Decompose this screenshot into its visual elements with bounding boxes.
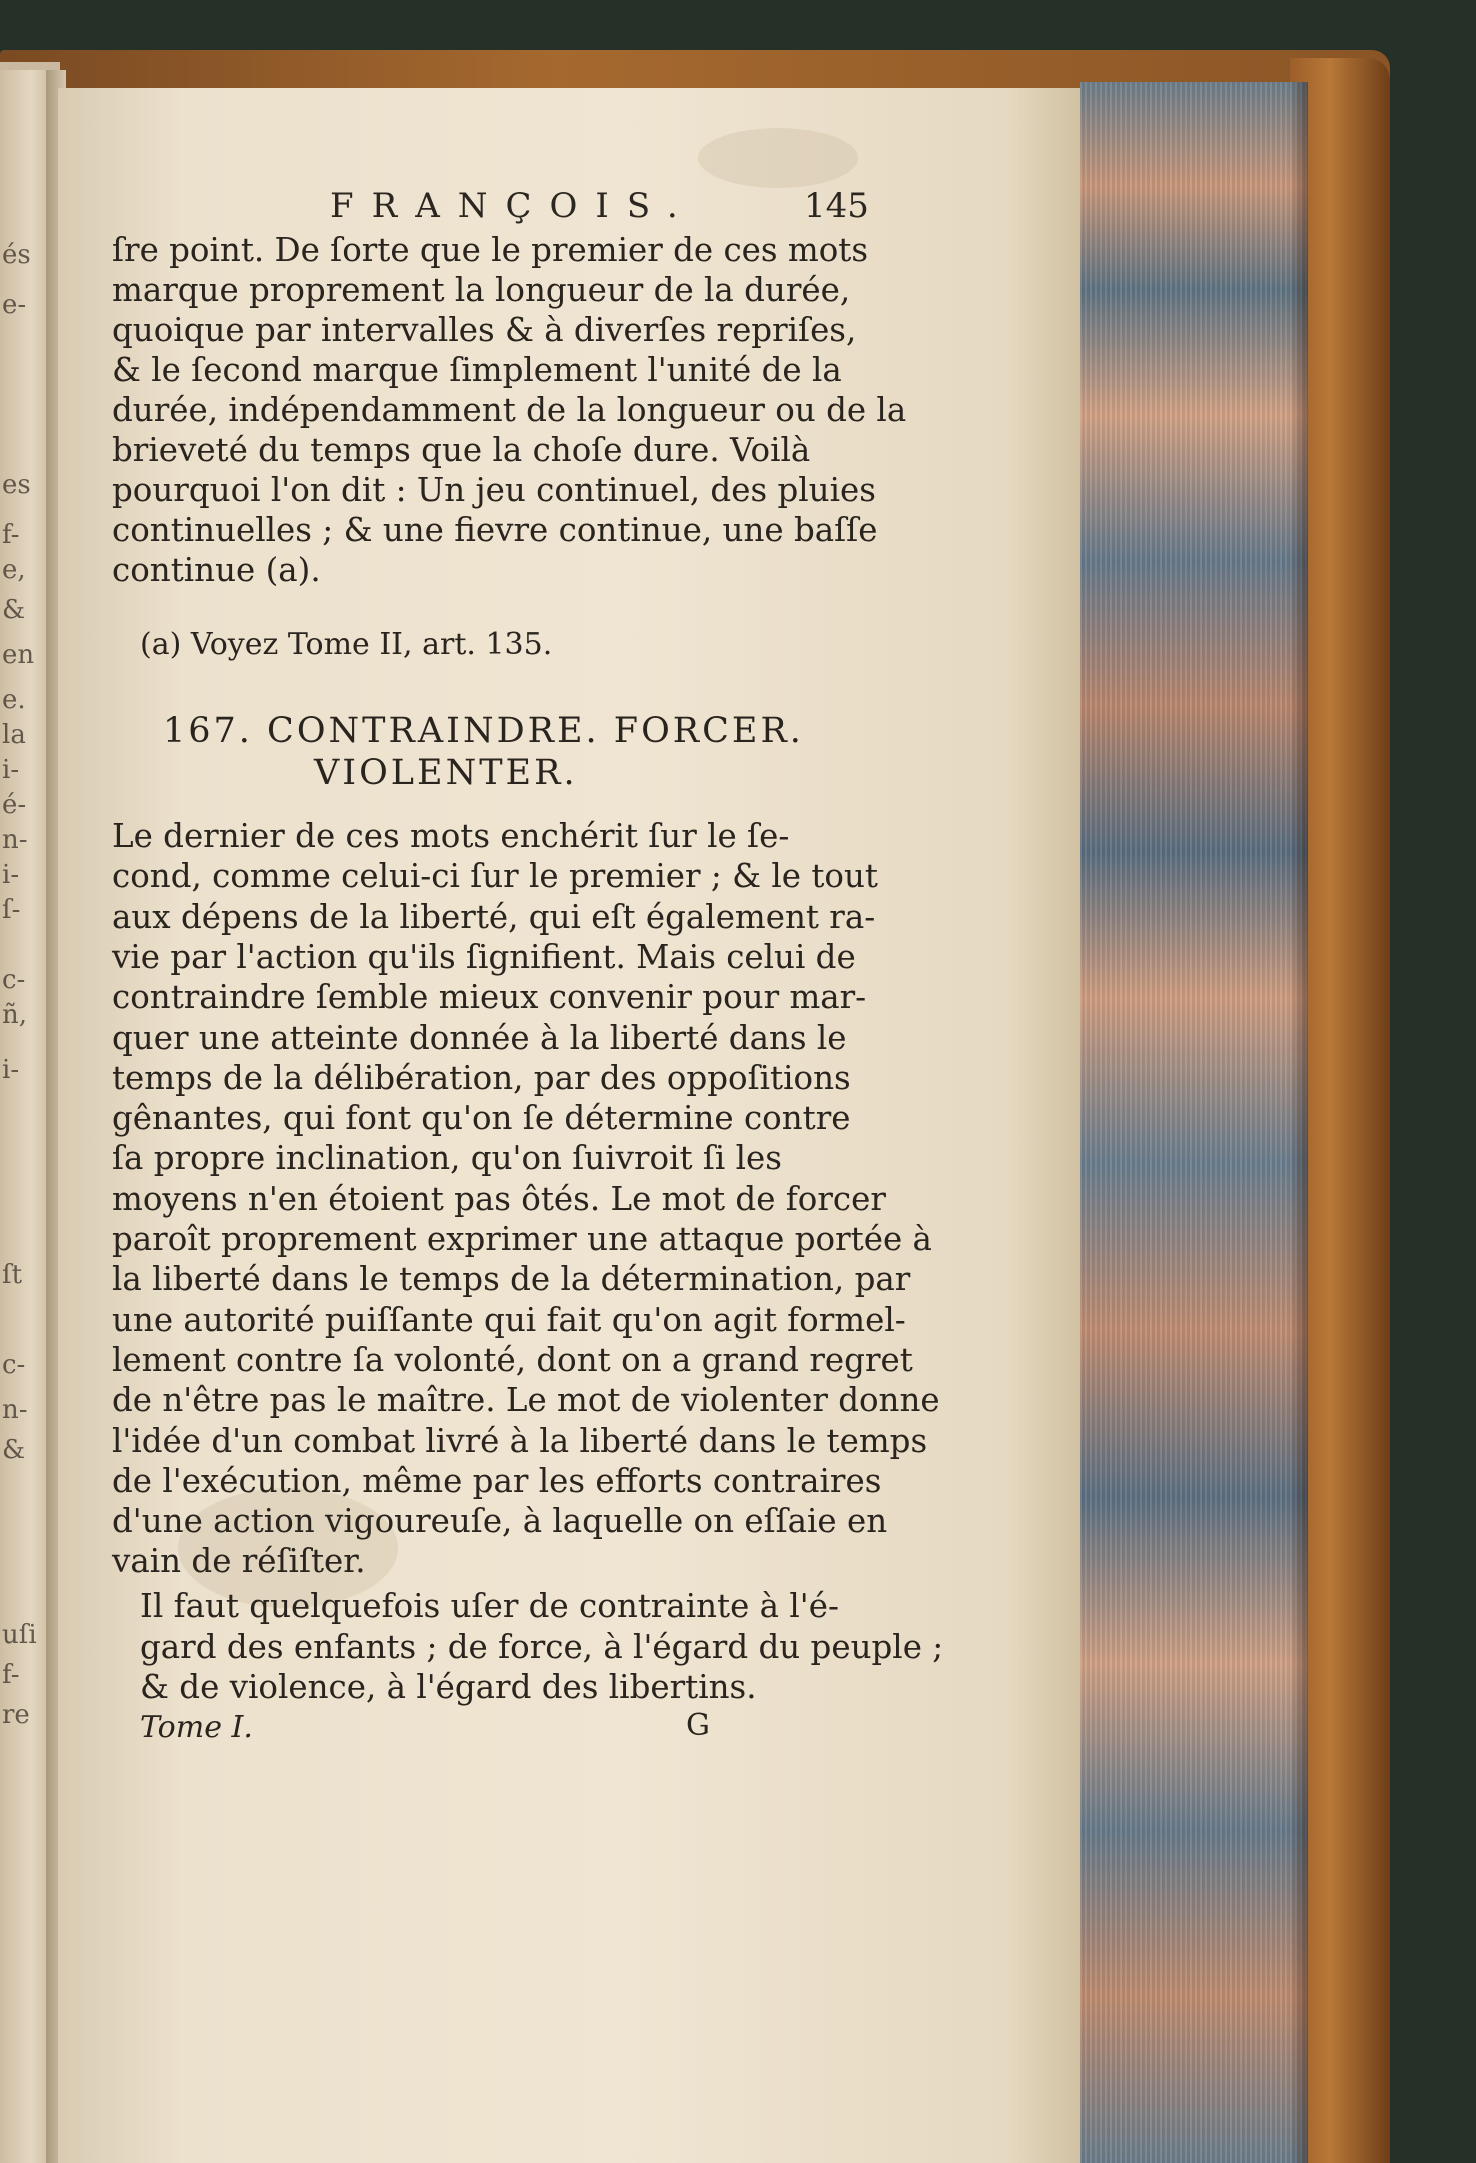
text-line: continue (a). [112,551,321,589]
left-page-fragment: ſ- [2,895,21,925]
left-page-fragment: e- [2,290,27,320]
left-page-fragment: i- [2,860,20,890]
running-title: FRANÇOIS. [330,186,696,226]
text-line: une autorité puiſſante qui fait qu'on agit formel- [112,1300,906,1339]
left-page-fragment: la [2,720,26,750]
left-page-fragment: & [2,1435,26,1465]
left-page-fragment: n- [2,1395,28,1425]
text-line: durée, indépendamment de la longueur ou de la [112,391,907,429]
text-line: paroît proprement exprimer une attaque portée à [112,1220,932,1258]
article-heading-continued: VIOLENTER. [314,753,578,793]
left-page-fragment: & [2,595,26,625]
text-line: moyens n'en étoient pas ôtés. Le mot de forcer [112,1179,886,1218]
left-page-fragment: re [2,1700,30,1730]
left-page-fragment: c- [2,965,26,995]
text-line: ſa propre inclination, qu'on ſuivroit ſi les [112,1139,782,1178]
text-line: la liberté dans le temps de la détermination, par [112,1260,911,1299]
text-line: de l'exécution, même par les efforts contraires [112,1461,882,1500]
text-line: vain de réſiſter. [112,1542,366,1581]
fore-edge-shadow [1290,82,1308,2163]
text-line: d'une action vigoureuſe, à laquelle on eſſaie en [112,1502,888,1541]
text-line: quer une atteinte donnée à la liberté dans le [112,1018,847,1057]
text-line: gênantes, qui font qu'on ſe détermine contre [112,1099,851,1138]
text-line: brieveté du temps que la choſe dure. Voilà [112,431,811,469]
paper-stain [698,128,858,188]
article-heading: 167. CONTRAINDRE. FORCER. [163,711,804,751]
left-page-fragment: és [2,240,31,270]
left-page-fragment: ſt [2,1260,23,1290]
text-line: Il faut quelquefois uſer de contrainte à l'é- [140,1587,839,1625]
volume-signature: Tome I. [140,1710,253,1745]
text-line: temps de la délibération, par des oppoſitions [112,1058,851,1097]
left-page-fragment: uſi [2,1620,37,1650]
text-line: lement contre ſa volonté, dont on a grand regret [112,1340,913,1379]
text-line: & le ſecond marque ſimplement l'unité de la [112,351,842,389]
text-line: Le dernier de ces mots enchérit ſur le ſe- [112,817,790,855]
left-page-fragment: f- [2,520,20,550]
text-line: quoique par intervalles & à diverſes repriſes, [112,311,857,349]
text-line: aux dépens de la liberté, qui eſt également ra- [112,897,876,936]
text-line: continuelles ; & une fievre continue, une baſſe [112,511,878,549]
left-page-fragment: n- [2,825,28,855]
text-line: marque proprement la longueur de la durée, [112,271,851,309]
footnote: (a) Voyez Tome II, art. 135. [140,627,553,662]
left-page-fragment: i- [2,1055,20,1085]
left-page-fragment: é- [2,790,27,820]
left-page-fragment: c- [2,1350,26,1380]
left-page-edge [0,70,52,2163]
text-line: l'idée d'un combat livré à la liberté dans le temps [112,1421,928,1460]
text-line: de n'être pas le maître. Le mot de violenter donne [112,1381,940,1420]
text-line: vie par l'action qu'ils ſignifient. Mais celui de [112,937,856,976]
page-number: 145 [804,186,869,226]
left-page-fragment: e, [2,555,26,585]
text-line: & de violence, à l'égard des libertins. [140,1668,757,1706]
left-page-fragment: en [2,640,35,670]
text-line: ſre point. De ſorte que le premier de ces mots [112,231,869,269]
marbled-fore-edge [1080,82,1308,2163]
left-page-fragment: ñ, [2,1000,28,1030]
left-page-fragment: es [2,470,31,500]
text-line: cond, comme celui-ci ſur le premier ; & le tout [112,857,878,896]
text-line: pourquoi l'on dit : Un jeu continuel, des pluies [112,471,876,509]
text-line: gard des enfants ; de force, à l'égard du peuple ; [140,1627,944,1666]
gathering-signature: G [686,1708,710,1743]
left-page-fragment: e. [2,685,26,715]
left-page-fragment: i- [2,755,20,785]
text-line: contraindre ſemble mieux convenir pour mar- [112,978,867,1017]
left-page-fragment: f- [2,1660,20,1690]
